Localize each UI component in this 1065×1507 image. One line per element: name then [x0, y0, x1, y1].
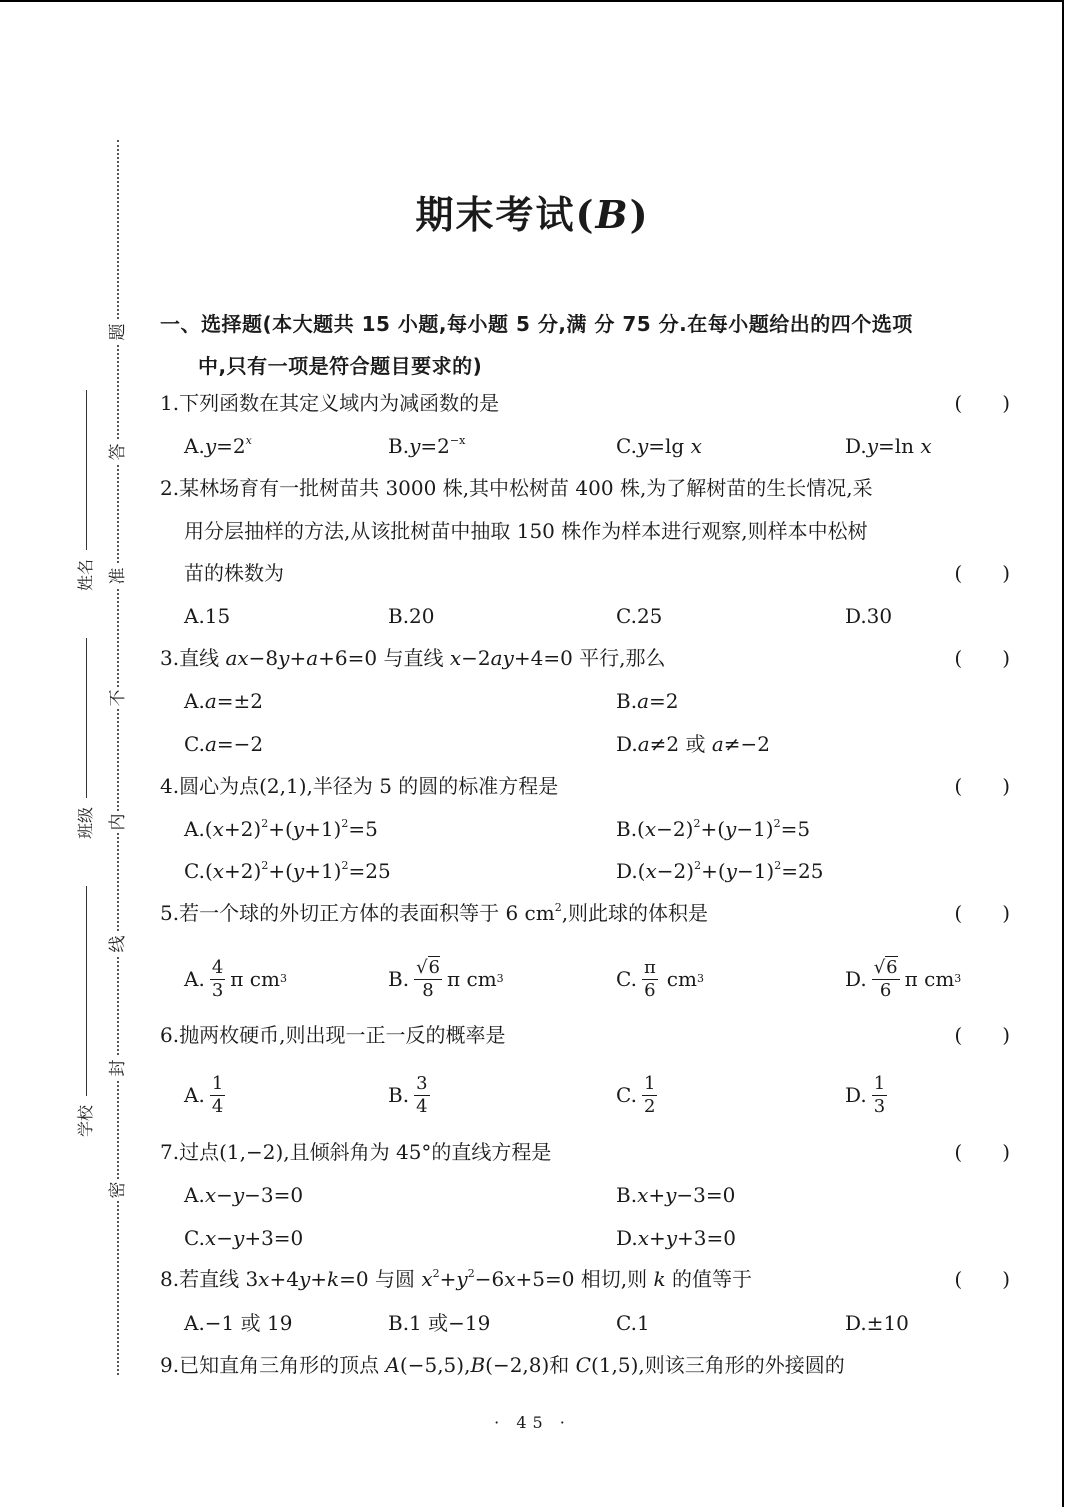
- question-1-options: [184, 428, 1010, 464]
- option-c: C.a=−2: [184, 732, 264, 756]
- option-a: $A.(x+2)^2+(y+1)^2=5$: [184, 817, 378, 841]
- question-6-stem: [160, 1018, 1010, 1052]
- question-4-options-row1: [184, 811, 1010, 847]
- option-d: D. $\frac{1}{3}$: [845, 1072, 886, 1117]
- seal-char-8: 密: [106, 1179, 130, 1201]
- fraction: √ $\frac{6}{6}$: [872, 957, 900, 1002]
- question-3-options-row2: [184, 726, 1010, 762]
- answer-paren: ( ): [954, 774, 1010, 798]
- question-6-text: 6.抛两枚硬币,则出现一正一反的概率是: [160, 1023, 506, 1047]
- option-d: D. √ $\frac{6}{6}$ π cm 3: [845, 949, 961, 1009]
- option-c: $C.(x+2)^2+(y+1)^2=25$: [184, 859, 391, 883]
- option-d: $D.(x-2)^2+(y-1)^2=25$: [616, 859, 824, 883]
- question-7-text: 7.过点(1,−2),且倾斜角为 45°的直线方程是: [160, 1140, 552, 1164]
- option-a: A. $\frac{4}{3}$ π cm 3: [184, 956, 287, 1001]
- school-field-label: 学校: [76, 1105, 95, 1138]
- seal-char-4: 不: [106, 687, 130, 709]
- fraction: √ $\frac{6}{8}$: [414, 957, 442, 1002]
- question-7-options-row1: [184, 1177, 1010, 1213]
- fraction: $\frac{1}{4}$: [211, 1072, 224, 1117]
- question-8-text: 8.若直线 3x+4y+k=0 与圆 $x^2+y^2-6x+5=0$ 相切,则 k 的值等于: [160, 1267, 752, 1291]
- option-b: B.20: [388, 604, 435, 628]
- option-c: C. $\frac{1}{2}$: [616, 1072, 656, 1117]
- question-8-options: [184, 1305, 1010, 1341]
- question-1-text: 1.下列函数在其定义域内为减函数的是: [160, 391, 500, 415]
- answer-paren: ( ): [954, 561, 1010, 585]
- question-6-options: [184, 1065, 1010, 1125]
- seal-char-3: 准: [106, 565, 130, 587]
- question-2-line2: 用分层抽样的方法,从该批树苗中抽取 150 株作为样本进行观察,则样本中松树: [184, 519, 868, 543]
- exam-title-close: ): [629, 192, 650, 237]
- answer-paren: ( ): [954, 1267, 1010, 1291]
- section-heading: [160, 303, 1020, 387]
- option-d: D.y=ln x: [845, 434, 932, 458]
- fraction: $\frac{3}{4}$: [416, 1072, 428, 1117]
- answer-paren: ( ): [954, 646, 1010, 670]
- page-number: · 45 ·: [494, 1413, 571, 1432]
- question-2-line3-text: 苗的株数为: [184, 561, 284, 585]
- question-3-text: 3.直线 ax−8y+a+6=0 与直线 x−2ay+4=0 平行,那么: [160, 646, 666, 670]
- option-c: C.x−y+3=0: [184, 1226, 304, 1250]
- option-b: B.a=2: [616, 689, 679, 713]
- fraction: $\frac{\pi}{6}$: [643, 956, 656, 1001]
- option-b: $B.(x-2)^2+(y-1)^2=5$: [616, 817, 811, 841]
- option-c: C.1: [616, 1311, 650, 1335]
- question-7-options-row2: [184, 1220, 1010, 1256]
- question-1-stem: [160, 386, 1010, 420]
- exam-title-text: 期末考试(: [415, 192, 596, 237]
- option-a: $A.y=2^x$: [184, 434, 252, 458]
- question-2-line3: [184, 556, 1010, 590]
- school-field-line: [86, 886, 87, 1096]
- question-2-options: [184, 598, 1010, 634]
- seal-char-1: 题: [106, 321, 130, 343]
- option-b: $B.y=2^{-x}$: [388, 434, 466, 458]
- question-5-text: 5.若一个球的外切正方体的表面积等于 6 $cm^2$,则此球的体积是: [160, 901, 709, 925]
- question-4-options-row2: [184, 853, 1010, 889]
- question-2-line1: 2.某林场育有一批树苗共 3000 株,其中松树苗 400 株,为了解树苗的生长情况,采: [160, 476, 873, 500]
- option-b: B.x+y−3=0: [616, 1183, 736, 1207]
- option-d: D.x+y+3=0: [616, 1226, 737, 1250]
- option-b: B. √ $\frac{6}{8}$ π cm 3: [388, 949, 504, 1009]
- question-7-stem: [160, 1135, 1010, 1169]
- answer-paren: ( ): [954, 901, 1010, 925]
- option-a: A.a=±2: [184, 689, 263, 713]
- question-4-stem: [160, 769, 1010, 803]
- option-b: B. $\frac{3}{4}$: [388, 1072, 428, 1117]
- answer-paren: ( ): [954, 391, 1010, 415]
- answer-paren: ( ): [954, 1140, 1010, 1164]
- option-d: D.30: [845, 604, 893, 628]
- option-a: A.−1 或 19: [184, 1311, 293, 1335]
- option-c: C.y=lg x: [616, 434, 702, 458]
- option-d: D.a≠2 或 a≠−2: [616, 732, 771, 756]
- fraction: $\frac{1}{2}$: [643, 1072, 656, 1117]
- question-9-stem: [160, 1348, 1010, 1382]
- option-a: A.15: [184, 604, 231, 628]
- name-field-label: 姓名: [76, 559, 95, 592]
- option-a: A.x−y−3=0: [184, 1183, 304, 1207]
- question-5-stem: [160, 896, 1010, 930]
- class-field-label: 班级: [76, 807, 95, 840]
- question-3-options-row1: [184, 683, 1010, 719]
- option-c: C.25: [616, 604, 663, 628]
- seal-char-6: 线: [106, 933, 130, 955]
- seal-char-7: 封: [106, 1057, 130, 1079]
- exam-title: [0, 184, 1065, 239]
- option-b: B.1 或−19: [388, 1311, 491, 1335]
- question-5-options: [184, 949, 1010, 1009]
- fraction: $\frac{4}{3}$: [211, 956, 224, 1001]
- option-c: C. $\frac{\pi}{6}$ cm 3: [616, 956, 704, 1001]
- option-a: A. $\frac{1}{4}$: [184, 1072, 224, 1117]
- sqrt-icon: √ 6: [416, 956, 440, 978]
- class-field-line: [86, 638, 87, 798]
- section-heading-line1: 一、选择题(本大题共 15 小题,每小题 5 分,满 分 75 分.在每小题给出的四个选项: [160, 312, 913, 336]
- seal-char-2: 答: [106, 441, 130, 463]
- seal-char-5: 内: [106, 811, 130, 833]
- question-3-stem: [160, 641, 1010, 675]
- sqrt-icon: √ 6: [874, 956, 898, 978]
- fraction: $\frac{1}{3}$: [873, 1072, 886, 1117]
- section-heading-line2: 中,只有一项是符合题目要求的): [198, 354, 483, 378]
- question-8-stem: [160, 1262, 1010, 1296]
- name-field-line: [86, 390, 87, 550]
- exam-title-letter: B: [595, 192, 630, 237]
- question-4-text: 4.圆心为点(2,1),半径为 5 的圆的标准方程是: [160, 774, 559, 798]
- answer-paren: ( ): [954, 1023, 1010, 1047]
- option-d: D.±10: [845, 1311, 909, 1335]
- question-9-text: 9.已知直角三角形的顶点 A(−5,5),B(−2,8)和 C(1,5),则该三角形的外接圆的: [160, 1353, 845, 1377]
- page-border-top: [0, 0, 1063, 2]
